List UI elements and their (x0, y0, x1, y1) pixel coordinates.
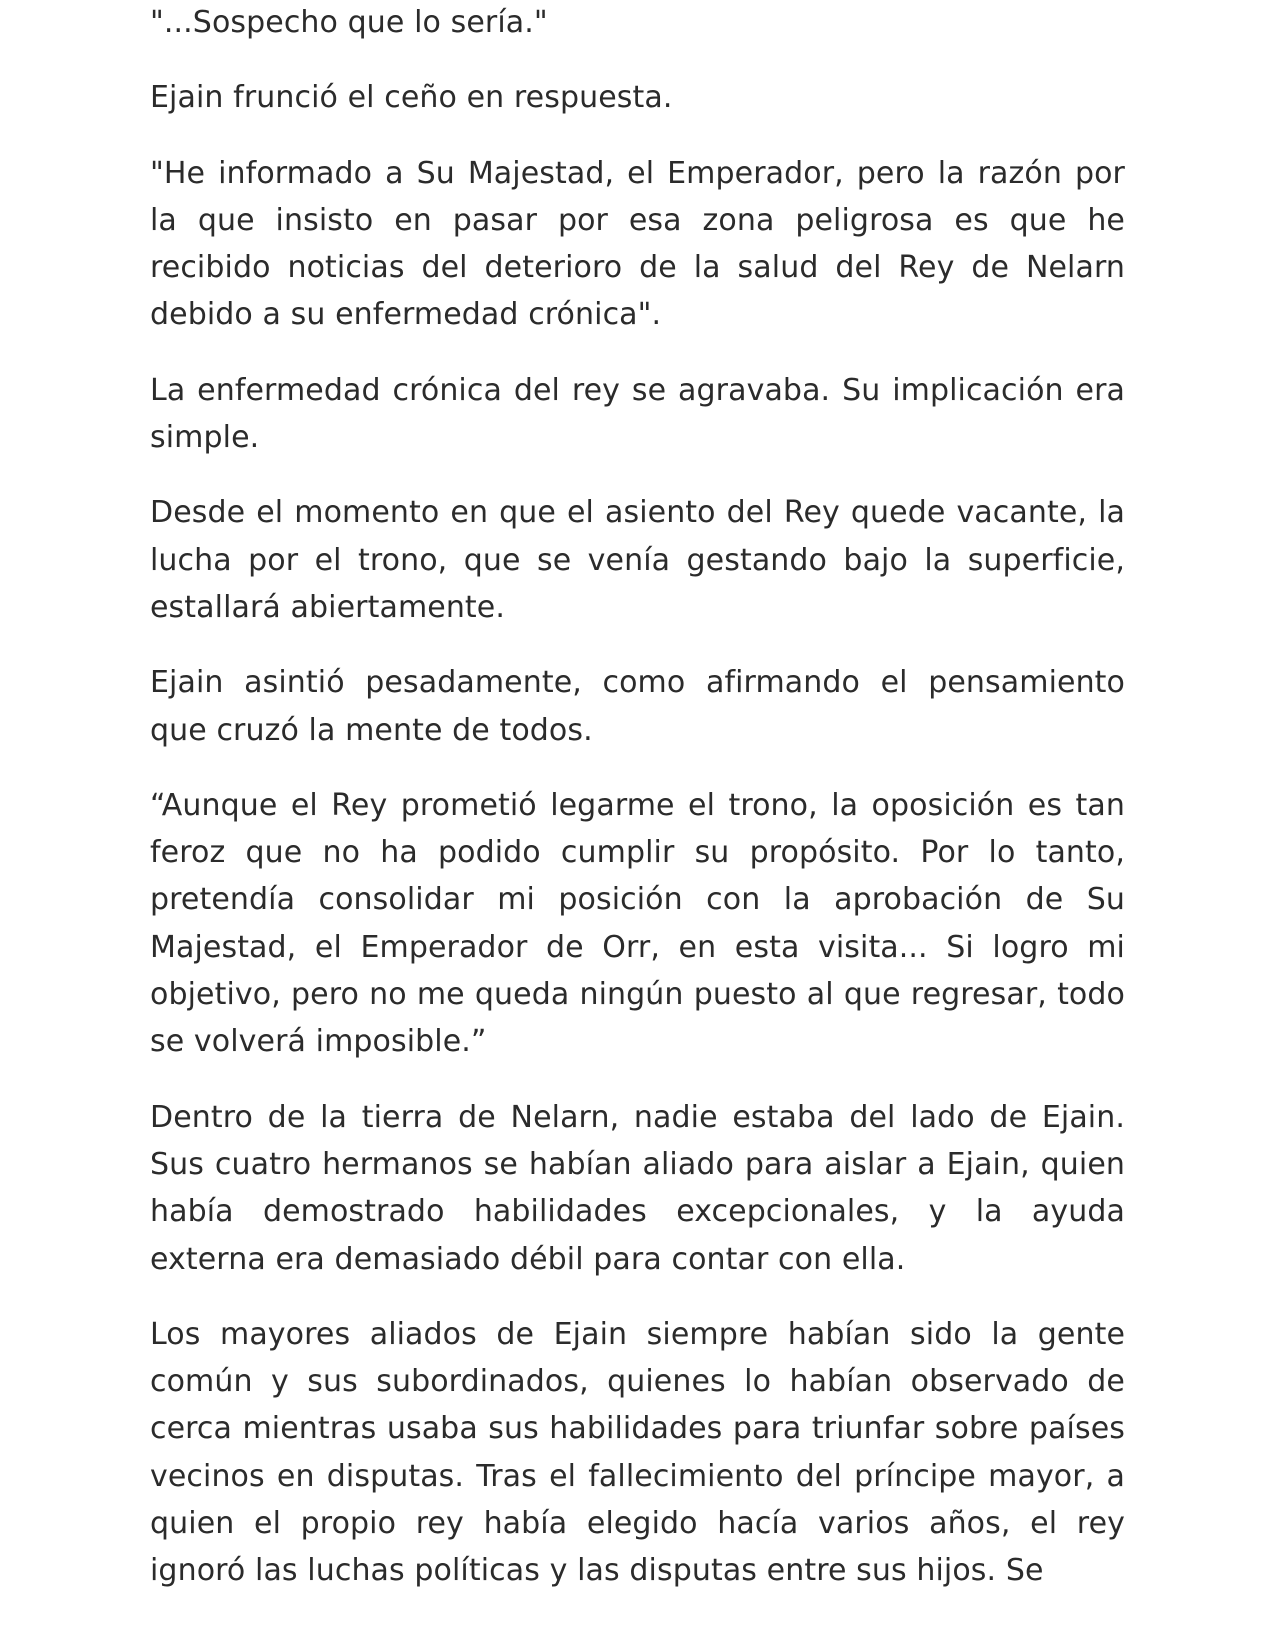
paragraph: Desde el momento en que el asiento del Rey quede vacante, la lucha por el trono, que se venía gestando bajo la superficie, estallará abiertamente. (150, 495, 1125, 625)
document-page (150, 0, 1125, 1623)
paragraph: "He informado a Su Majestad, el Emperador, pero la razón por la que insisto en pasar por esa zona peligrosa es que he recibido noticias del deterioro de la salud del Rey de Nelarn debido a su enfermedad crónica". (150, 155, 1125, 333)
paragraph: Los mayores aliados de Ejain siempre habían sido la gente común y sus subordinados, quienes lo habían observado de cerca mientras usaba sus habilidades para triunfar sobre países vecinos en disputas. Tras el fallecimiento del príncipe mayor, a quien el propio rey había elegido hacía varios años, el rey ignoró las luchas políticas y las disputas entre sus hijos. Se (150, 1316, 1125, 1589)
paragraph: Dentro de la tierra de Nelarn, nadie estaba del lado de Ejain. Sus cuatro hermanos se habían aliado para aislar a Ejain, quien había demostrado habilidades excepcionales, y la ayuda externa era demasiado débil para contar con ella. (150, 1099, 1125, 1277)
paragraph: “Aunque el Rey prometió legarme el trono, la oposición es tan feroz que no ha podido cumplir su propósito. Por lo tanto, pretendía consolidar mi posición con la aprobación de Su Majestad, el Emperador de Orr, en esta visita... Si logro mi objetivo, pero no me queda ningún puesto al que regresar, todo se volverá imposible.” (150, 787, 1125, 1060)
paragraph: Ejain asintió pesadamente, como afirmando el pensamiento que cruzó la mente de todos. (150, 665, 1125, 748)
paragraph: "...Sospecho que lo sería." (150, 5, 548, 40)
paragraph: La enfermedad crónica del rey se agravaba. Su implicación era simple. (150, 372, 1125, 456)
paragraph: Ejain frunció el ceño en respuesta. (150, 80, 673, 116)
